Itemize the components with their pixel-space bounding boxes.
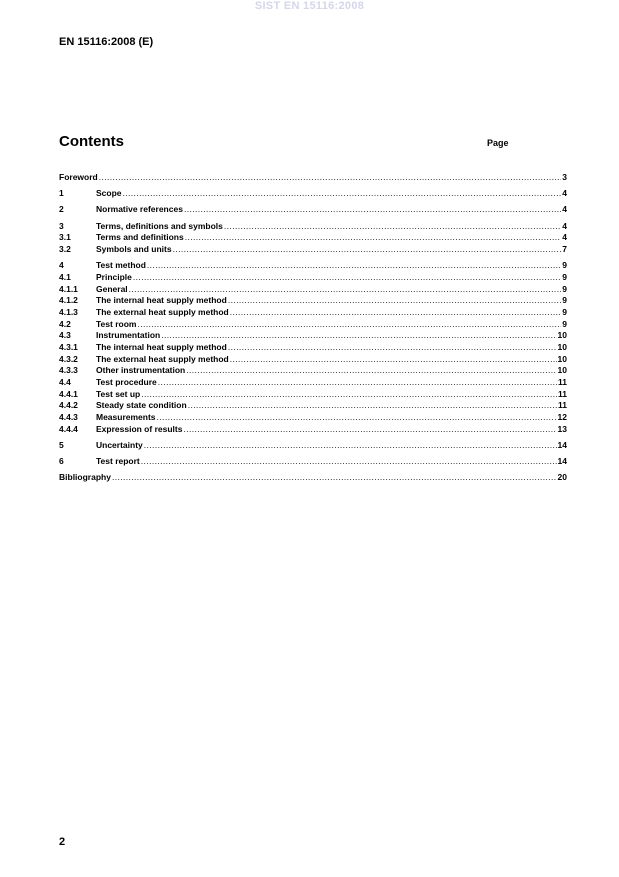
toc-entry-page: 10 (557, 330, 567, 341)
toc-dot-leader (137, 319, 561, 331)
toc-dot-leader (188, 400, 557, 412)
toc-entry[interactable] (59, 172, 567, 184)
toc-entry-title: Scope (96, 188, 122, 199)
toc-entry[interactable] (59, 232, 567, 244)
toc-entry-number: 3.2 (59, 243, 71, 254)
toc-entry-page: 11 (558, 377, 567, 387)
page-number: 2 (59, 836, 66, 848)
toc-entry-title: Normative references (96, 204, 183, 215)
toc-entry-number: 4.4 (59, 377, 71, 387)
toc-entry-number: 3 (59, 220, 64, 231)
toc-entry-number: 4 (59, 260, 64, 271)
toc-entry[interactable] (59, 244, 567, 256)
toc-entry-number: 4.4.2 (59, 400, 78, 411)
toc-entry-number: 3.1 (59, 232, 71, 243)
toc-entry[interactable] (59, 260, 567, 272)
toc-entry-number: 4.1.3 (59, 306, 78, 317)
toc-entry-page: 9 (562, 306, 567, 317)
toc-dot-leader (141, 389, 557, 401)
toc-dot-leader (186, 365, 556, 377)
toc-entry[interactable] (59, 354, 567, 366)
toc-entry[interactable] (59, 307, 567, 319)
toc-entry-title: Principle (96, 271, 132, 282)
toc-entry-title: Test procedure (96, 377, 157, 387)
toc-dot-leader (185, 232, 562, 244)
toc-dot-leader (129, 284, 562, 296)
toc-dot-leader (228, 295, 561, 307)
toc-entry-title: Instrumentation (96, 330, 161, 341)
document-id: EN 15116:2008 (E) (59, 36, 154, 48)
toc-entry[interactable] (59, 365, 567, 377)
toc-entry-title: Symbols and units (96, 243, 172, 254)
toc-entry-title: The internal heat supply method (96, 341, 227, 352)
toc-entry-page: 11 (558, 388, 567, 399)
toc-entry-title: Bibliography (59, 472, 111, 483)
toc-entry-page: 20 (557, 472, 567, 483)
toc-entry-number: 4.3.1 (59, 341, 78, 352)
toc-entry-page: 9 (562, 283, 567, 294)
toc-entry-title: Terms, definitions and symbols (96, 220, 223, 231)
toc-entry-page: 7 (562, 243, 567, 254)
toc-entry-title: Expression of results (96, 423, 183, 434)
toc-entry-number: 4.4.1 (59, 388, 78, 399)
toc-dot-leader (161, 330, 556, 342)
toc-dot-leader (157, 412, 557, 424)
watermark: SIST EN 15116:2008 (254, 0, 365, 12)
toc-entry-number: 1 (59, 188, 64, 199)
page-column-heading: Page (487, 138, 509, 148)
toc-entry-page: 11 (558, 400, 567, 411)
toc-entry-title: Test method (96, 260, 146, 271)
toc-entry-number: 6 (59, 456, 64, 467)
toc-entry-title: Measurements (96, 412, 156, 423)
toc-entry-number: 4.4.3 (59, 412, 78, 423)
toc-entry-number: 4.3.2 (59, 353, 78, 364)
toc-entry-number: 2 (59, 204, 64, 215)
toc-entry-title: The external heat supply method (96, 353, 229, 364)
toc-entry-page: 10 (557, 353, 567, 364)
toc-entry-page: 4 (562, 204, 567, 215)
toc-entry-number: 4.3.3 (59, 365, 78, 376)
toc-entry-page: 9 (562, 271, 567, 282)
toc-entry-title: Test set up (96, 388, 141, 399)
toc-dot-leader (158, 377, 557, 389)
toc-entry-page: 3 (562, 172, 567, 182)
toc-dot-leader (147, 260, 561, 272)
toc-entry[interactable] (59, 221, 567, 233)
toc-entry-page: 10 (557, 365, 567, 376)
toc-dot-leader (112, 472, 557, 484)
toc-entry-title: The internal heat supply method (96, 295, 227, 306)
toc-entry[interactable] (59, 412, 567, 424)
toc-entry-page: 9 (562, 260, 567, 271)
toc-entry[interactable] (59, 295, 567, 307)
toc-entry[interactable] (59, 342, 567, 354)
toc-entry[interactable] (59, 456, 567, 468)
toc-dot-leader (228, 342, 557, 354)
toc-entry-page: 4 (562, 232, 567, 243)
toc-dot-leader (144, 440, 557, 452)
toc-entry-page: 9 (562, 318, 567, 329)
table-of-contents (59, 172, 567, 484)
toc-dot-leader (133, 272, 561, 284)
toc-entry[interactable] (59, 330, 567, 342)
contents-heading: Contents (59, 133, 124, 150)
toc-entry[interactable] (59, 400, 567, 412)
toc-dot-leader (184, 204, 561, 216)
toc-entry-page: 13 (557, 423, 567, 434)
toc-entry-number: 4.2 (59, 318, 71, 329)
toc-entry[interactable] (59, 424, 567, 436)
toc-entry[interactable] (59, 284, 567, 296)
toc-entry[interactable] (59, 389, 567, 401)
toc-dot-leader (230, 354, 557, 366)
toc-entry[interactable] (59, 472, 567, 484)
toc-entry-title: Terms and definitions (96, 232, 184, 243)
toc-entry-number: 4.3 (59, 330, 71, 341)
toc-entry-title: Foreword (59, 172, 98, 182)
toc-entry[interactable] (59, 440, 567, 452)
toc-dot-leader (173, 244, 562, 256)
toc-entry-title: Test report (96, 456, 140, 467)
toc-dot-leader (123, 188, 562, 200)
toc-entry-title: The external heat supply method (96, 306, 229, 317)
toc-dot-leader (230, 307, 562, 319)
toc-entry[interactable] (59, 377, 567, 389)
toc-entry-title: Uncertainty (96, 439, 143, 450)
toc-entry-title: Steady state condition (96, 400, 187, 411)
toc-entry[interactable] (59, 204, 567, 216)
toc-entry-page: 4 (562, 188, 567, 199)
toc-entry-number: 4.1.1 (59, 283, 78, 294)
toc-entry-page: 14 (557, 439, 567, 450)
toc-entry-page: 12 (557, 412, 567, 423)
toc-entry[interactable] (59, 272, 567, 284)
toc-dot-leader (141, 456, 557, 468)
toc-entry-number: 4.1.2 (59, 295, 78, 306)
toc-entry[interactable] (59, 188, 567, 200)
toc-entry-title: Other instrumentation (96, 365, 186, 376)
toc-entry-title: Test room (96, 318, 137, 329)
toc-entry-page: 14 (557, 456, 567, 467)
toc-entry-title: General (96, 283, 128, 294)
toc-dot-leader (99, 172, 562, 184)
toc-entry-page: 10 (557, 341, 567, 352)
toc-entry-number: 4.1 (59, 271, 71, 282)
toc-entry-page: 9 (562, 295, 567, 306)
toc-entry-number: 5 (59, 439, 64, 450)
toc-dot-leader (224, 221, 561, 233)
toc-entry-page: 4 (562, 220, 567, 231)
toc-entry[interactable] (59, 319, 567, 331)
toc-dot-leader (183, 424, 556, 436)
toc-entry-number: 4.4.4 (59, 423, 78, 434)
